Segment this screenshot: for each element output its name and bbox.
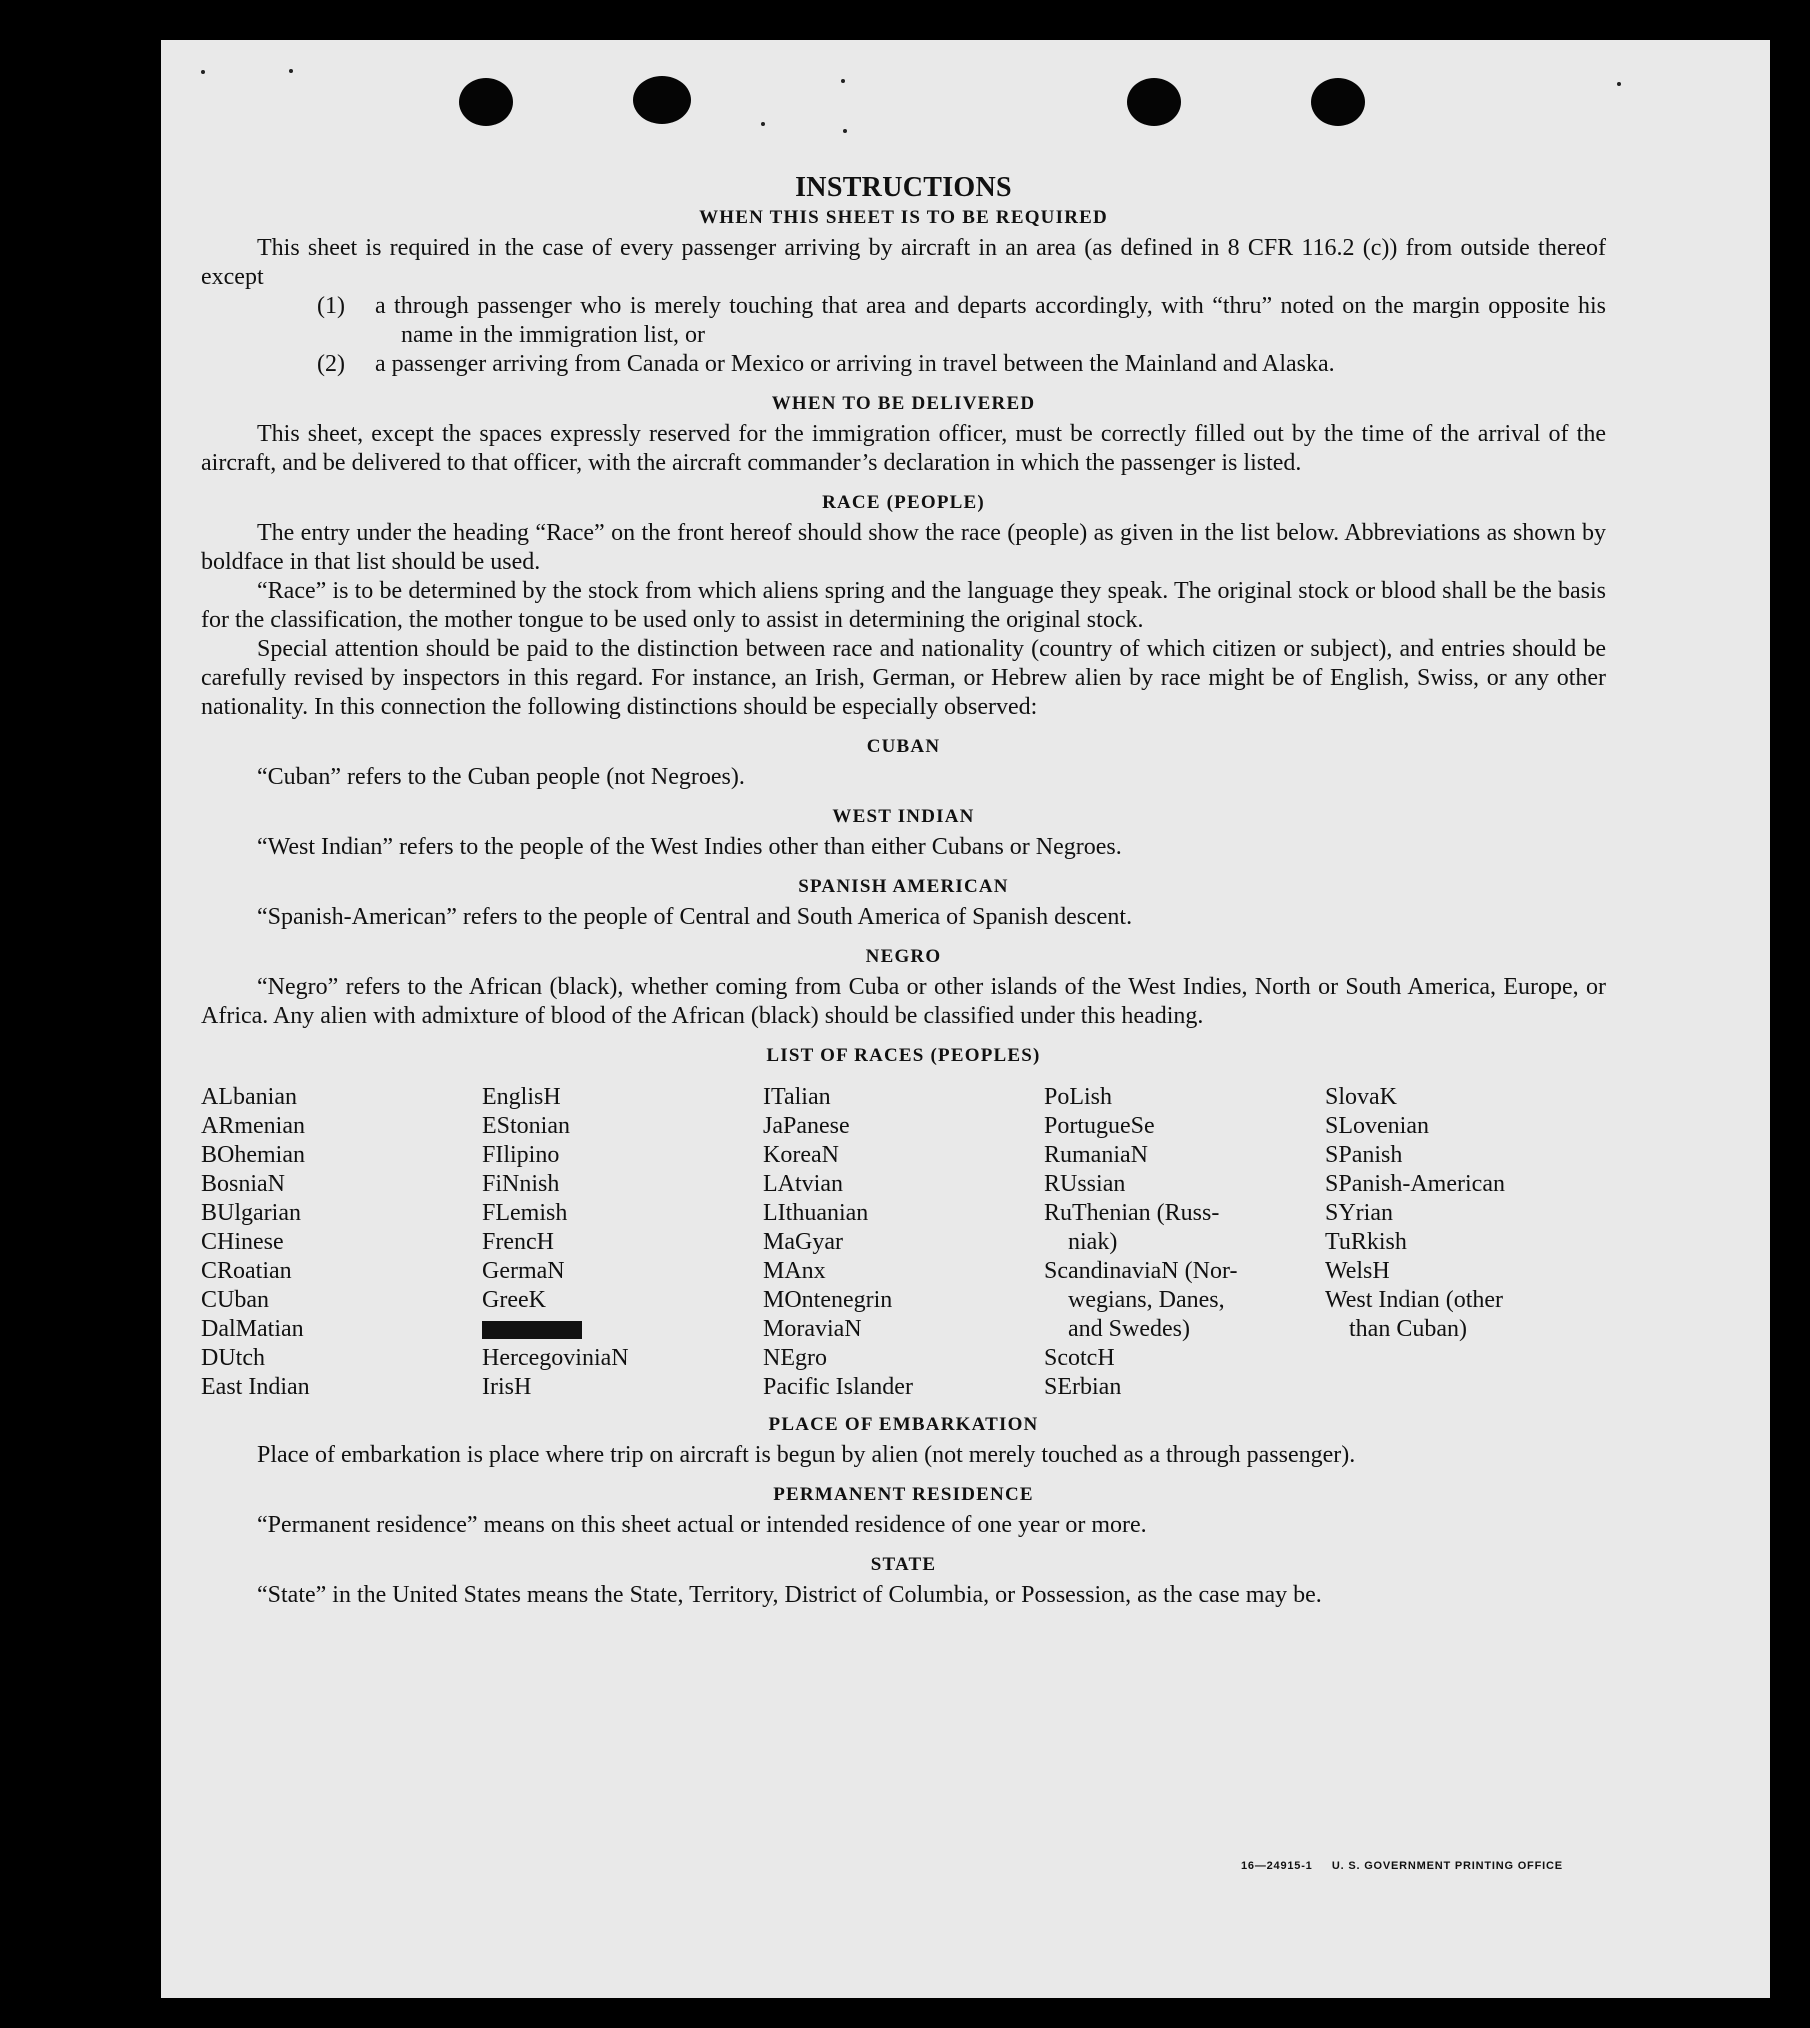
race-entry: WelsH [1325, 1258, 1390, 1284]
speck [843, 129, 847, 133]
exception-item [201, 350, 1606, 379]
race-entry: MoraviaN [763, 1316, 862, 1342]
race-entry: HercegoviniaN [482, 1345, 629, 1371]
punch-hole [459, 78, 513, 126]
race-entry: ITalian [763, 1084, 831, 1110]
race-entry: GermaN [482, 1258, 565, 1284]
race-entry-continuation: and Swedes) [1068, 1316, 1190, 1342]
race-entry: ScotcH [1044, 1345, 1115, 1371]
race-entry: ScandinaviaN (Nor- [1044, 1258, 1238, 1284]
spanish-american-text: “Spanish-American” refers to the people of Central and South America of Spanish descent. [257, 904, 1133, 930]
item-text: a through passenger who is merely touching that area and departs accordingly, with “thru” noted on the margin opposite his name in the immigration list, or [375, 293, 1606, 348]
race-entry: PoLish [1044, 1084, 1113, 1110]
race-entry: ARmenian [201, 1113, 305, 1139]
race-entry: IrisH [482, 1374, 532, 1400]
embarkation-text: Place of embarkation is place where trip on aircraft is begun by alien (not merely touched as a through passenger). [257, 1442, 1356, 1468]
redaction-mark [482, 1321, 582, 1339]
race-entry: FrencH [482, 1229, 554, 1255]
race-entry: CUban [201, 1287, 269, 1313]
race-entry: BosniaN [201, 1171, 285, 1197]
race-entry: CRoatian [201, 1258, 292, 1284]
section-heading-embarkation: PLACE OF EMBARKATION [768, 1414, 1039, 1435]
race-entry: RuThenian (Russ- [1044, 1200, 1220, 1226]
section-heading-when-delivered: WHEN TO BE DELIVERED [771, 393, 1036, 414]
race-column [1044, 1083, 1325, 1402]
race-entry: KoreaN [763, 1142, 839, 1168]
race-entry: SlovaK [1325, 1084, 1397, 1110]
speck [841, 79, 845, 83]
race-entry: MaGyar [763, 1229, 843, 1255]
race-entry: PortugueSe [1044, 1113, 1155, 1139]
item-number: (2) [317, 351, 345, 377]
race-entry: LAtvian [763, 1171, 843, 1197]
punch-hole [1311, 78, 1365, 126]
race-entry: FiNnish [482, 1171, 560, 1197]
race-entry: NEgro [763, 1345, 827, 1371]
exception-item [201, 292, 1606, 350]
race-column [201, 1083, 482, 1402]
printer-imprint: 16—24915-1 U. S. GOVERNMENT PRINTING OFFICE [1241, 1860, 1563, 1872]
race-paragraph: Special attention should be paid to the distinction between race and nationality (country of which citizen or subject), and entries should be carefully revised by inspectors in this regard. For instance, an Irish, German, or Hebrew alien by race might be of English, Swiss, or any other nationality. In this connection the following distinctions should be especially observed: [201, 636, 1606, 720]
cuban-text: “Cuban” refers to the Cuban people (not Negroes). [257, 764, 745, 790]
race-entry: DUtch [201, 1345, 265, 1371]
race-entry: East Indian [201, 1374, 310, 1400]
residence-text: “Permanent residence” means on this sheet actual or intended residence of one year or more. [257, 1512, 1147, 1538]
race-entry: LIthuanian [763, 1200, 869, 1226]
race-entry: SYrian [1325, 1200, 1393, 1226]
race-entry: Pacific Islander [763, 1374, 913, 1400]
race-entry: BUlgarian [201, 1200, 301, 1226]
race-entry: SErbian [1044, 1374, 1122, 1400]
race-entry: MOntenegrin [763, 1287, 893, 1313]
race-entry: BOhemian [201, 1142, 305, 1168]
race-list [201, 1083, 1606, 1402]
race-paragraph: “Race” is to be determined by the stock from which aliens spring and the language they speak. The original stock or blood shall be the basis for the classification, the mother tongue to be used only to assist in determining the original stock. [201, 578, 1606, 633]
item-number: (1) [317, 293, 345, 319]
section-heading-negro: NEGRO [865, 946, 942, 967]
race-column [482, 1083, 763, 1402]
section-heading-residence: PERMANENT RESIDENCE [773, 1484, 1034, 1505]
section-heading-spanish-american: SPANISH AMERICAN [798, 876, 1009, 897]
race-entry: EStonian [482, 1113, 570, 1139]
section-heading-race: RACE (PEOPLE) [822, 492, 985, 513]
speck [289, 69, 293, 73]
section-heading-state: STATE [870, 1554, 937, 1575]
west-indian-text: “West Indian” refers to the people of the West Indies other than either Cubans or Negroes. [257, 834, 1122, 860]
race-entry: EnglisH [482, 1084, 561, 1110]
race-entry: FLemish [482, 1200, 568, 1226]
section-heading-cuban: CUBAN [866, 736, 941, 757]
instructions-content [201, 171, 1606, 1610]
race-entry: SPanish [1325, 1142, 1403, 1168]
race-entry: FIlipino [482, 1142, 560, 1168]
section-heading-when-required: WHEN THIS SHEET IS TO BE REQUIRED [699, 207, 1108, 228]
race-entry: RumaniaN [1044, 1142, 1148, 1168]
when-delivered-text: This sheet, except the spaces expressly reserved for the immigration officer, must be correctly filled out by the time of the arrival of the aircraft, and be delivered to that officer, with the aircraft commander’s declaration in which the passenger is listed. [201, 421, 1606, 476]
race-entry-continuation: niak) [1068, 1229, 1118, 1255]
race-entry-continuation: than Cuban) [1349, 1316, 1467, 1342]
race-entry: JaPanese [763, 1113, 850, 1139]
state-text: “State” in the United States means the State, Territory, District of Columbia, or Possession, as the case may be. [257, 1582, 1322, 1608]
race-entry: MAnx [763, 1258, 826, 1284]
item-text: a passenger arriving from Canada or Mexico or arriving in travel between the Mainland and Alaska. [375, 351, 1335, 377]
race-entry: RUssian [1044, 1171, 1126, 1197]
race-entry: TuRkish [1325, 1229, 1407, 1255]
page-title: INSTRUCTIONS [795, 172, 1012, 203]
section-heading-west-indian: WEST INDIAN [832, 806, 975, 827]
race-entry: DalMatian [201, 1316, 304, 1342]
speck [761, 122, 765, 126]
section-heading-list-of-races: LIST OF RACES (PEOPLES) [766, 1045, 1041, 1066]
race-column [1325, 1083, 1606, 1402]
speck [201, 70, 205, 74]
punch-hole [1127, 78, 1181, 126]
race-entry: ALbanian [201, 1084, 297, 1110]
punch-hole [633, 76, 691, 124]
race-paragraph: The entry under the heading “Race” on the front hereof should show the race (people) as given in the list below. Abbreviations as shown by boldface in that list should be used. [201, 520, 1606, 575]
race-entry: West Indian (other [1325, 1287, 1504, 1313]
race-entry: SLovenian [1325, 1113, 1429, 1139]
race-entry: SPanish-American [1325, 1171, 1505, 1197]
negro-text: “Negro” refers to the African (black), whether coming from Cuba or other islands of the West Indies, North or South America, Europe, or Africa. Any alien with admixture of blood of the African (black) should be classified under this heading. [201, 974, 1606, 1029]
speck [1617, 82, 1621, 86]
document-page [161, 40, 1770, 1998]
race-entry: GreeK [482, 1287, 546, 1313]
when-required-intro: This sheet is required in the case of every passenger arriving by aircraft in an area (as defined in 8 CFR 116.2 (c)) from outside thereof except [201, 235, 1606, 290]
race-column [763, 1083, 1044, 1402]
race-entry-continuation: wegians, Danes, [1068, 1287, 1225, 1313]
race-entry: CHinese [201, 1229, 284, 1255]
redacted-entry [482, 1315, 763, 1344]
